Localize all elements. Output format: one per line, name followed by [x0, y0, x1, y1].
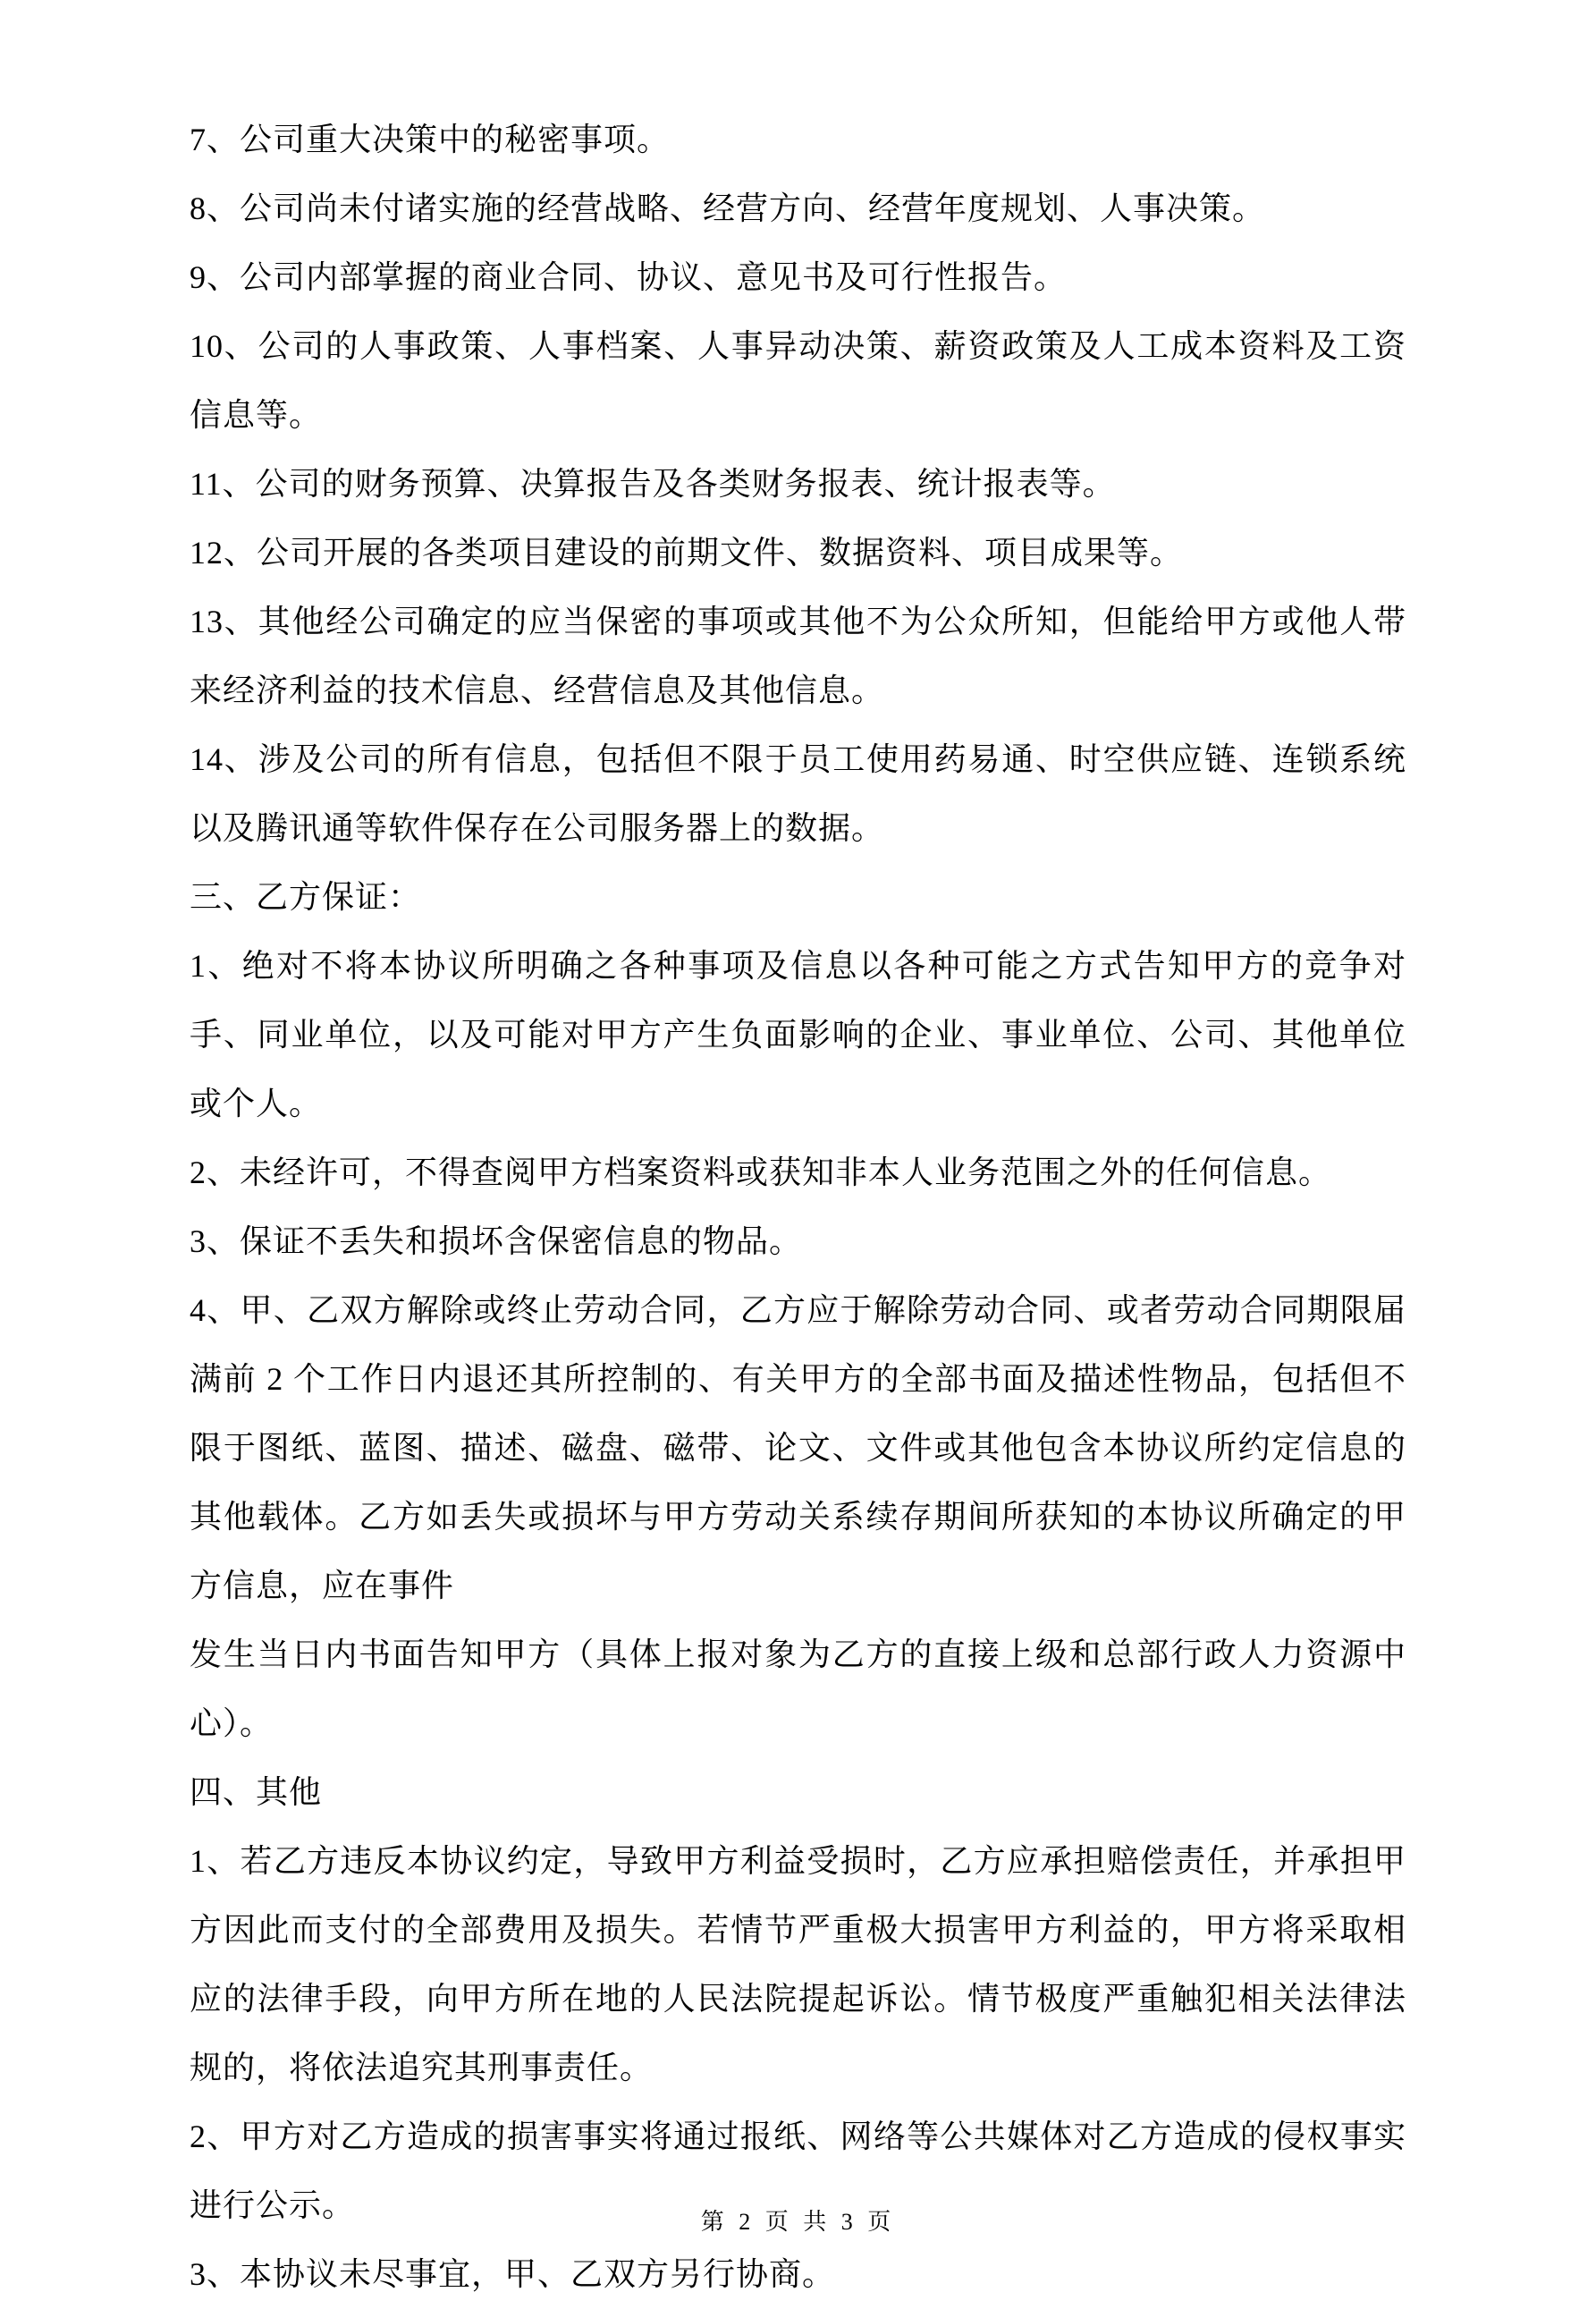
guarantee-item-1: 1、绝对不将本协议所明确之各种事项及信息以各种可能之方式告知甲方的竞争对手、同业单位，以及可能对甲方产生负面影响的企业、事业单位、公司、其他单位或个人。	[190, 948, 1406, 1121]
other-item-2: 2、甲方对乙方造成的损害事实将通过报纸、网络等公共媒体对乙方造成的侵权事实进行公示。	[190, 2119, 1406, 2223]
clause-item-8: 8、公司尚未付诸实施的经营战略、经营方向、经营年度规划、人事决策。	[190, 190, 1266, 226]
guarantee-item-4-continuation: 发生当日内书面告知甲方（具体上报对象为乙方的直接上级和总部行政人力资源中心）。	[190, 1637, 1406, 1741]
clause-item-9: 9、公司内部掌握的商业合同、协议、意见书及可行性报告。	[190, 259, 1068, 295]
clause-item-11: 11、公司的财务预算、决算报告及各类财务报表、统计报表等。	[190, 466, 1116, 502]
section-heading-3: 三、乙方保证：	[190, 879, 422, 915]
other-item-3: 3、本协议未尽事宜，甲、乙双方另行协商。	[190, 2256, 836, 2292]
guarantee-item-4: 4、甲、乙双方解除或终止劳动合同，乙方应于解除劳动合同、或者劳动合同期限届满前 2 个工作日内退还其所控制的、有关甲方的全部书面及描述性物品，包括但不限于图纸、蓝图、描述、磁盘、磁带、论文、文件或其他包含本协议所约定信息的其他载体。乙方如丢失或损坏与甲方劳动关系续存期间所获知的本协议所确定的甲方信息，应在事件	[190, 1292, 1406, 1603]
guarantee-item-2: 2、未经许可，不得查阅甲方档案资料或获知非本人业务范围之外的任何信息。	[190, 1154, 1332, 1190]
clause-item-10: 10、公司的人事政策、人事档案、人事异动决策、薪资政策及人工成本资料及工资信息等。	[190, 328, 1406, 433]
guarantee-item-3: 3、保证不丢失和损坏含保密信息的物品。	[190, 1223, 803, 1259]
clause-item-14: 14、涉及公司的所有信息，包括但不限于员工使用药易通、时空供应链、连锁系统以及腾讯通等软件保存在公司服务器上的数据。	[190, 741, 1406, 846]
clause-item-7: 7、公司重大决策中的秘密事项。	[190, 122, 671, 157]
page-number-footer: 第 2 页 共 3 页	[700, 2209, 896, 2235]
other-item-1: 1、若乙方违反本协议约定，导致甲方利益受损时，乙方应承担赔偿责任，并承担甲方因此而支付的全部费用及损失。若情节严重极大损害甲方利益的，甲方将采取相应的法律手段，向甲方所在地的人民法院提起诉讼。情节极度严重触犯相关法律法规的，将依法追究其刑事责任。	[190, 1843, 1406, 2085]
clause-item-12: 12、公司开展的各类项目建设的前期文件、数据资料、项目成果等。	[190, 535, 1184, 571]
clause-item-13: 13、其他经公司确定的应当保密的事项或其他不为公众所知，但能给甲方或他人带来经济利益的技术信息、经营信息及其他信息。	[190, 604, 1406, 708]
section-heading-4: 四、其他	[190, 1774, 323, 1810]
